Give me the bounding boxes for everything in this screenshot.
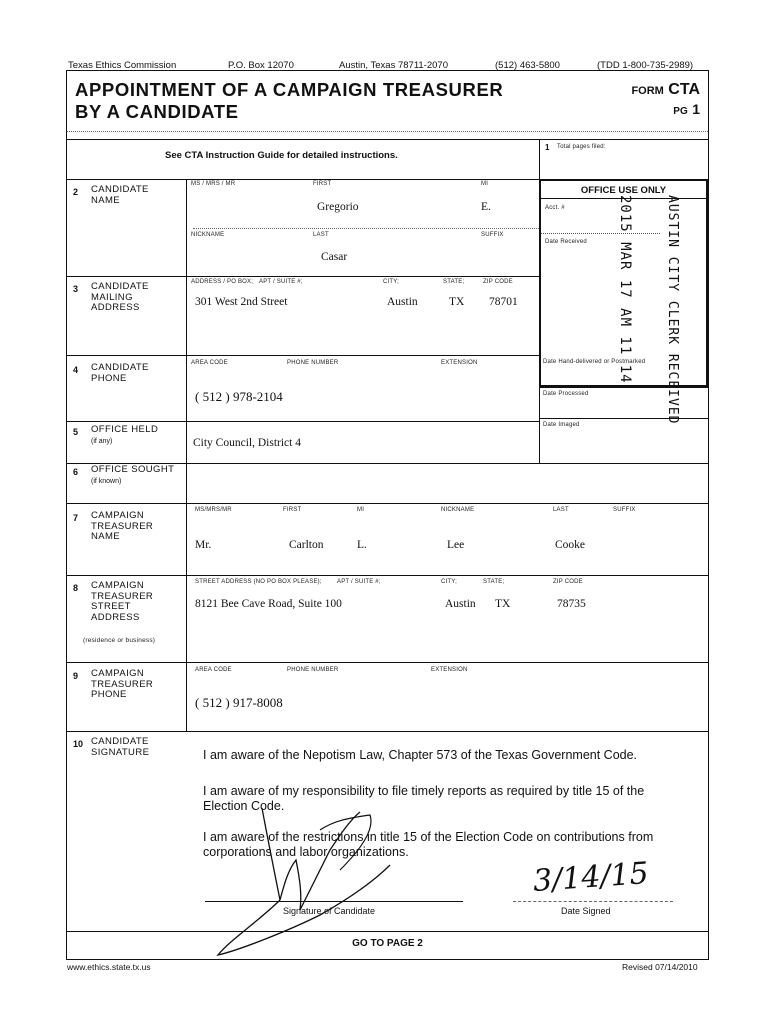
treasurer-title: Mr. (195, 539, 212, 551)
section-4-num: 4 (73, 365, 79, 375)
caption-tr-title: MS/MRS/MR (195, 507, 232, 513)
caption-cand-nickname: NICKNAME (191, 232, 225, 238)
rule (67, 575, 708, 576)
treasurer-phone-number: 917-8008 (232, 695, 283, 710)
date-received-label: Date Received (545, 239, 587, 245)
caption-cand-mi: MI (481, 181, 489, 187)
received-clerk-stamp: AUSTIN CITY CLERK RECEIVED (665, 195, 680, 425)
treasurer-state: TX (495, 598, 511, 610)
section-4-label: CANDIDATE PHONE (91, 362, 149, 384)
treasurer-first-name: Carlton (289, 539, 324, 551)
date-imaged-label: Date Imaged (543, 422, 580, 428)
candidate-first-name: Gregorio (317, 201, 359, 213)
caption-tr-street: STREET ADDRESS (NO PO BOX PLEASE); (195, 579, 322, 585)
section-8-label: CAMPAIGN TREASURER STREET ADDRESS (91, 580, 154, 623)
section-6-title: OFFICE SOUGHT (91, 464, 175, 475)
caption-tr-area: AREA CODE (195, 667, 232, 673)
section-10-label: CANDIDATE SIGNATURE (91, 736, 150, 758)
header-tdd: (TDD 1-800-735-2989) (597, 60, 694, 71)
rule (67, 276, 539, 277)
candidate-phone: ( 512 ) 978-2104 (195, 389, 283, 404)
rule (67, 662, 708, 663)
form-title-line1: APPOINTMENT OF A CAMPAIGN TREASURER (75, 79, 504, 100)
total-pages-num: 1 (545, 143, 550, 152)
section-6-note: (if known) (91, 477, 122, 485)
date-signed-value: 3/14/15 (531, 856, 650, 899)
caption-cand-last: LAST (313, 232, 329, 238)
section-7-label: CAMPAIGN TREASURER NAME (91, 510, 154, 542)
section-9-label: CAMPAIGN TREASURER PHONE (91, 668, 154, 700)
form-title (75, 79, 503, 123)
date-line (513, 901, 673, 902)
header-org: Texas Ethics Commission (68, 60, 177, 71)
treasurer-city: Austin (445, 598, 476, 610)
header-city: Austin, Texas 78711-2070 (339, 60, 448, 71)
nepotism-statement: I am aware of the Nepotism Law, Chapter 573 of the Texas Government Code. (203, 748, 638, 762)
treasurer-nickname: Lee (447, 539, 465, 551)
name-dotted-rule (193, 228, 539, 229)
section-9-num: 9 (73, 671, 79, 681)
treasurer-street: 8121 Bee Cave Road, Suite 100 (195, 598, 342, 610)
label-column-rule (186, 179, 187, 731)
rule (67, 731, 708, 732)
caption-tr-nickname: NICKNAME (441, 507, 475, 513)
header-pobox: P.O. Box 12070 (228, 60, 294, 71)
caption-tr-state: STATE; (483, 579, 505, 585)
caption-tr-last: LAST (553, 507, 569, 513)
form-prefix: FORM (631, 85, 664, 97)
caption-tr-suffix: SUFFIX (613, 507, 636, 513)
treasurer-area-code: 512 (202, 695, 223, 710)
instructions-text: See CTA Instruction Guide for detailed instructions. (165, 150, 398, 161)
section-7-num: 7 (73, 513, 79, 523)
caption-tr-apt: APT / SUITE #; (337, 579, 381, 585)
rule (67, 503, 708, 504)
section-10-num: 10 (73, 739, 84, 749)
treasurer-phone: ( 512 ) 917-8008 (195, 695, 283, 710)
footer-revised: Revised 07/14/2010 (622, 962, 698, 972)
caption-cand-suffix: SUFFIX (481, 232, 504, 238)
caption-cand-apt: APT / SUITE #; (259, 279, 303, 285)
candidate-zip: 78701 (489, 296, 518, 308)
received-date-stamp: 2015 MAR 17 AM 11 14 (617, 195, 633, 384)
rule (539, 387, 708, 388)
section-5-title: OFFICE HELD (91, 424, 159, 435)
header-phone: (512) 463-5800 (495, 60, 560, 71)
title-dotted-rule (67, 131, 708, 132)
caption-tr-ext: EXTENSION (431, 667, 468, 673)
caption-tr-zip: ZIP CODE (553, 579, 583, 585)
rule (67, 139, 708, 140)
caption-cand-state: STATE; (443, 279, 465, 285)
rule (67, 179, 539, 180)
form-code: CTA (668, 81, 700, 98)
section-2-label: CANDIDATE NAME (91, 184, 149, 206)
office-held-value: City Council, District 4 (193, 437, 301, 449)
total-pages-label: Total pages filed: (557, 144, 606, 150)
caption-cand-phone: PHONE NUMBER (287, 360, 339, 366)
caption-cand-address: ADDRESS / PO BOX; (191, 279, 254, 285)
treasurer-middle-initial: L. (357, 539, 367, 551)
section-5-label (91, 425, 177, 447)
date-hand-delivered-label: Date Hand-delivered or Postmarked (543, 359, 646, 365)
caption-cand-first: FIRST (313, 181, 332, 187)
section-6-num: 6 (73, 467, 79, 477)
section-3-label: CANDIDATE MAILING ADDRESS (91, 281, 149, 313)
reporting-statement: I am aware of my responsibility to file timely reports as required by title 15 of the Election Code. (203, 784, 645, 813)
treasurer-last-name: Cooke (555, 539, 586, 551)
section-2-num: 2 (73, 187, 79, 197)
go-to-page-2[interactable]: GO TO PAGE 2 (352, 938, 423, 949)
caption-tr-city: CITY; (441, 579, 457, 585)
caption-cand-city: CITY; (383, 279, 399, 285)
candidate-middle-initial: E. (481, 201, 491, 213)
page-number: 1 (692, 101, 700, 117)
date-processed-label: Date Processed (543, 391, 589, 397)
contributions-statement: I am aware of the restrictions in title 15 of the Election Code on contributions from corporations and labor organizations. (203, 830, 654, 859)
caption-cand-zip: ZIP CODE (483, 279, 513, 285)
section-8-note: (residence or business) (83, 637, 156, 644)
section-8-num: 8 (73, 583, 79, 593)
office-use-title: OFFICE USE ONLY (580, 185, 667, 196)
candidate-city: Austin (387, 296, 418, 308)
form-code-block (631, 81, 700, 119)
rule (539, 418, 708, 419)
date-signed-caption: Date Signed (561, 906, 611, 916)
rule (67, 421, 539, 422)
section-5-note: (if any) (91, 437, 113, 445)
rule (67, 355, 539, 356)
caption-cand-ext: EXTENSION (441, 360, 478, 366)
caption-tr-first: FIRST (283, 507, 302, 513)
signature-caption: Signature of Candidate (283, 906, 376, 916)
caption-tr-mi: MI (357, 507, 365, 513)
section-6-label (91, 465, 177, 487)
caption-cand-title: MS / MRS / MR (191, 181, 236, 187)
caption-cand-area: AREA CODE (191, 360, 228, 366)
footer-website[interactable]: www.ethics.state.tx.us (67, 962, 151, 972)
candidate-address: 301 West 2nd Street (195, 296, 288, 308)
candidate-state: TX (449, 296, 465, 308)
section-5-num: 5 (73, 427, 79, 437)
page-prefix: PG (673, 106, 688, 117)
form-title-line2: BY A CANDIDATE (75, 101, 239, 122)
treasurer-zip: 78735 (557, 598, 586, 610)
candidate-last-name: Casar (321, 251, 348, 263)
section-3-num: 3 (73, 284, 79, 294)
caption-tr-phone: PHONE NUMBER (287, 667, 339, 673)
acct-label: Acct. # (545, 205, 565, 211)
candidate-area-code: 512 (202, 389, 223, 404)
candidate-signature-scribble (200, 790, 410, 960)
candidate-phone-number: 978-2104 (232, 389, 283, 404)
